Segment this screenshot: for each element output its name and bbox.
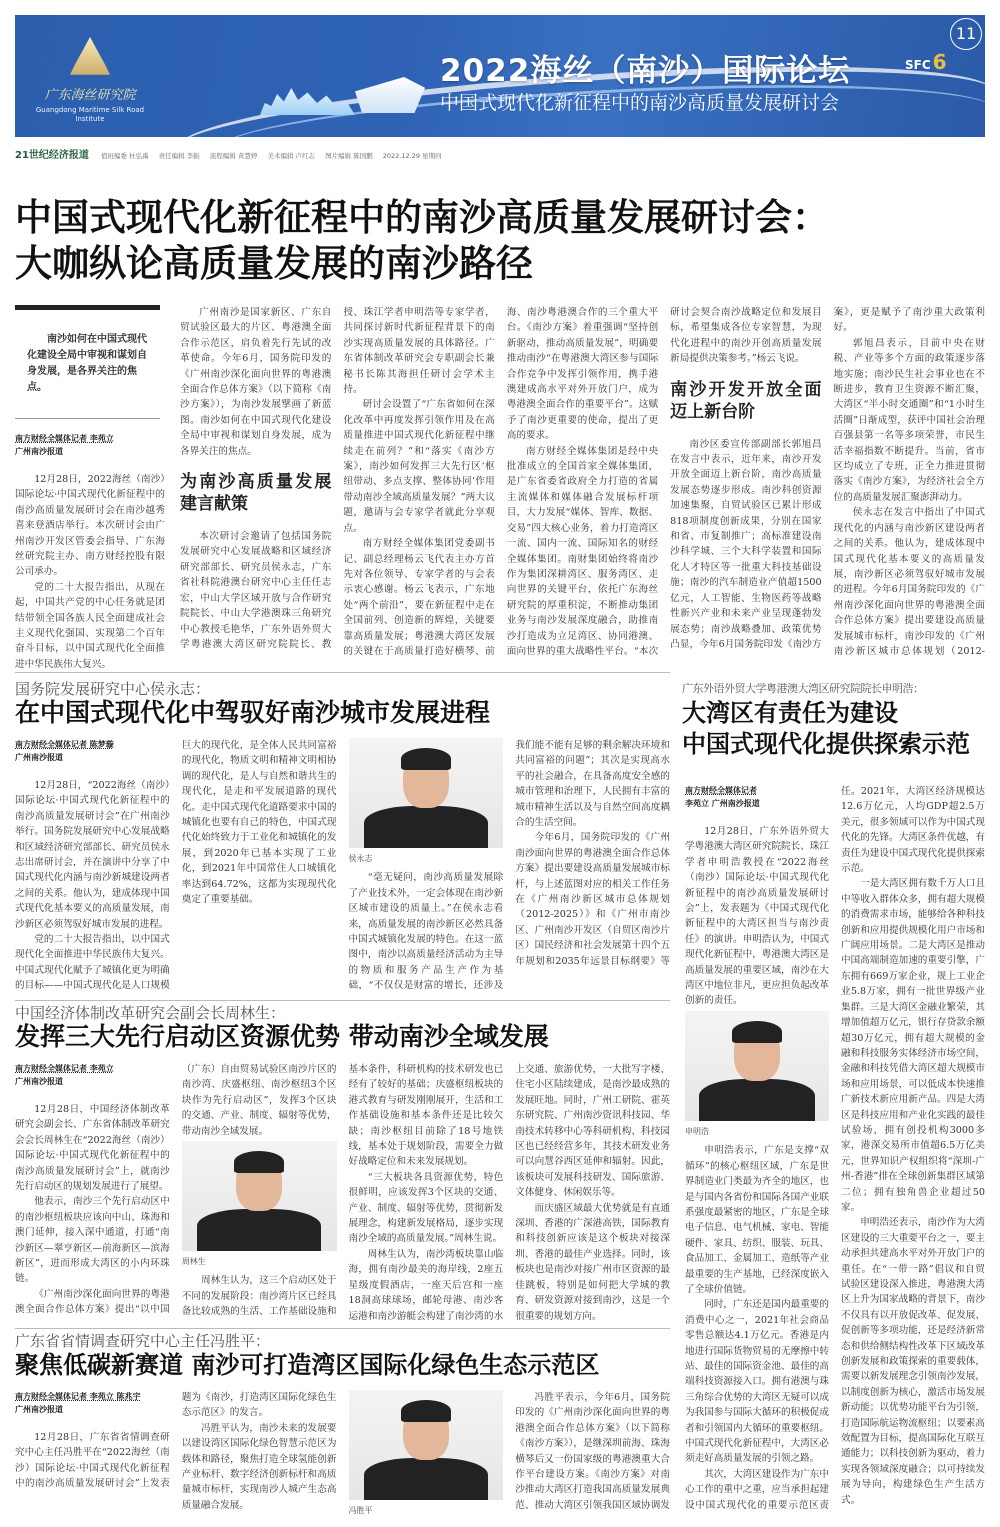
main-headline	[15, 195, 829, 287]
paragraph: 党的二十大报告指出，从现在起，中国共产党的中心任务就是团结带领全国各族人民全面建成社会主义现代化强国、实现第二个百年奋斗目标，以中国式现代化全面推进中华民族伟大复兴。	[15, 581, 165, 670]
paragraph: 申明浩还表示，南沙作为大湾区建设的三大重要平台之一，要主动承担共建高水平对外开放门户的重任。在“一带一路”倡议和自贸试验区建设深入推进，粤港澳大湾区上升为国家战略的背景下，南沙不仅具有以开放促改革、促发展、促创新等多项功能，还是经济新常态和供给侧结构性改革下区域改革创新发展和政策探索的重要载体，需要以新发展理念引领南沙发展，以制度创新为核心，激活市场发展新动能；以优势功能平台为引领，打造国际航运物流枢纽；以要素高效配置为目标，提高国际化互联互通能力；以科技创新为驱动，着力实现各领域深度融合；以可持续发展为导向，构建绿色生产生活方式。	[841, 1217, 985, 1506]
paragraph: 南方财经全媒体集团是经中央批准成立的全国首家全媒体集团，是广东省委省政府全力打造的省属主流媒体和媒体融合发展标杆项目，大力发展“媒体、智库、数据、交易”四大核心业务，着力打造湾区一流、国内一流、国际知名的财经全媒体集团。南财集团始终将南沙作为集团深耕湾区、服务湾区、走向世界的关键平台，依托广东海丝研究院的厚重积淀，不断推动集团业务与南沙发展深度融合，助推南沙打造成为立足湾区、协同港澳、面向世界的重大战略性平台。“本次研讨会契合南沙战略定位和发展目标，希望集成各位专家智慧，为现代化进程中的南沙开创高质量发展新局提供决策参考。”杨云飞说。	[506, 307, 822, 657]
paragraph: 本次研讨会邀请了包括国务院发展研究中心发展战略和区域经济研究部部长、研究员侯永志，广东省社科院港澳台研究中心主任任志宏，中山大学区域开放与合作研究院院长、中山大学港澳珠三角研究中心教授毛艳华，广东外语外贸大学粤港澳大湾区研究院院长、教授、珠江学者申明浩等专家学者，共同探讨新时代新征程背景下的南沙实现高质量发展的具体路径。广东省体制改革研究会专职副会长兼秘书长陈其海担任研讨会学术主持。	[180, 307, 495, 650]
main-article-body	[180, 305, 985, 667]
main-col1	[15, 432, 165, 687]
paragraph: 而庆盛区域最大优势就是有直通深圳、香港的广深港高铁，国际教育和科技创新应该是这个板块对接深圳、香港的最佳产业选择。同时，该板块也是南沙对接广州市区资源的最佳跳板，特别是如何把大学城的教育、研发资源对接到南沙，这是一个很重要的规划方向。	[515, 1202, 670, 1322]
paragraph: 其次，大湾区建设作为广东中心工作的重中之重，应当承担起建设中国式现代化的重要示范区责任。2021年，大湾区经济规模达12.6万亿元，人均GDP超2.5万美元，很多领域可以作为中国式现代化的先锋。大湾区条件优越，有责任为建设中国式现代化提供探索示范。	[685, 786, 985, 1511]
editor-credit: 责任编辑 李振	[158, 152, 200, 160]
article-title: 聚焦低碳新赛道 南沙可打造湾区国际化绿色生态示范区	[15, 1351, 600, 1379]
article-title: 发挥三大先行启动区资源优势 带动南沙全域发展	[15, 1022, 549, 1051]
paragraph: 一是大湾区拥有数千万人口且中等收入群体众多，拥有超大规模的消费需求市场，能够给各种科技创新和应用提供规模化用户市场和广阔应用场景。二是大湾区是推动中国高端制造加速的重要引擎，广东拥有669万家企业，规上工业企业5.8万家，拥有一批世界级产业集群。三是大湾区金融业繁荣，其增加值超万亿元，银行存贷款余额超30万亿元，拥有超大规模的金融和科技服务实体经济市场空间，金融和科技凭借大湾区超大规模市场和应用场景，可以低成本快速推广新技术新应用新产品。四是大湾区是科技应用和产业化实践的最佳试验场，拥有创投机构3000多家，港深交易所市值超6.5万亿美元，世界知识产权组织将“深圳-广州-香港”排在全球创新集群区域第二位；拥有独角兽企业超过50家。	[841, 878, 985, 1213]
portrait-hair-shape	[234, 1151, 284, 1173]
paragraph: 党的二十大报告指出，以中国式现代化全面推进中华民族伟大复兴。中国式现代化赋予了城镇化更为明确的目标——中国式现代化是人口规模巨大的现代化，是全体人民共同富裕的现代化，物质文明和精神文明相协调的现代化，是人与自然和谐共生的现代化，是走和平发展道路的现代化。走中国式现代化道路要求中国的城镇化也要有自己的特色，中国式现代化始终致力于工业化和城镇化的发展，到2020年已基本实现了工业化，到2021年中国常住人口城镇化率达到64.72%，这都为实现现代化奠定了重要基础。	[15, 740, 337, 992]
page-number: 11	[950, 18, 982, 50]
paragraph: 申明浩表示，广东是支撑“双循环”的核心枢纽区域，广东是世界制造业门类最为齐全的地区，也是与国内各省份和国际各国产业联系强度最紧密的地区，广东是全球电子信息、电气机械、家电、智能硬件、家具、纺织、服装、玩具、食品加工、金属加工、造纸等产业最重要的生产基地，已经深度嵌入了全球价值链。	[685, 1145, 829, 1295]
paragraph: 南沙区委宣传部副部长郭旭昌在发言中表示，近年来，南沙开发开放全面迈上新台阶，南沙高质量发展态势逐步形成。南沙科创资源加速集聚，自贸试验区已累计形成818项制度创新成果，分别在国家和省、市复制推广；高标准建设南沙科学城、三个大科学装置和国际化人才特区等一批重大科技基础设施；南沙的汽车制造业产值超1500亿元，人工智能、生物医药等战略性新兴产业和未来产业呈现蓬勃发展态势；南沙战略叠加、政策优势凸显，今年6月国务院印发《南沙方案》，更是赋予了南沙重大政策利好。	[670, 307, 985, 650]
byline-location: 广州南沙报道	[15, 1077, 63, 1086]
byline-reporter: 南方财经全媒体记者 李苑立	[15, 1064, 114, 1073]
byline-reporter: 南方财经全媒体记者	[685, 786, 757, 795]
portrait-photo	[182, 1141, 337, 1269]
photo-caption: 申明浩	[685, 1126, 709, 1136]
article-title: 在中国式现代化中驾驭好南沙城市发展进程	[15, 698, 491, 727]
portrait-body-shape	[364, 806, 488, 848]
main-headline-line-2: 大咖纵论高质量发展的南沙路径	[15, 242, 533, 285]
article-kicker: 广东省省情调查研究中心主任冯胜平：	[15, 1332, 271, 1350]
portrait-photo	[349, 738, 504, 866]
issue-date: 2022.12.29 星期四	[382, 152, 442, 160]
paragraph: 12月28日，中国经济体制改革研究会副会长、广东省体制改革研究会会长周林生在“2022海丝（南沙）国际论坛·中国式现代化新征程中的南沙高质量发展研讨会”上，就南沙先行启动区的规划发展进行了展望。	[15, 1104, 170, 1193]
section-subheading: 南沙开发开放全面迈上新台阶	[670, 379, 822, 422]
byline	[15, 1390, 170, 1416]
feng-article-header	[15, 1332, 670, 1380]
editor-credit: 流程编辑 黄慧婷	[209, 152, 258, 160]
institute-logo	[23, 37, 157, 124]
byline-reporter: 南方财经全媒体记者 陈梦璇	[15, 740, 114, 749]
masthead-line	[15, 146, 450, 161]
article-kicker: 广东外语外贸大学粤港澳大湾区研究院院长申明浩：	[682, 682, 924, 695]
paragraph: “三大板块各具资源优势，特色很鲜明，应该发挥3个区块的交通、产业、制度、辐射等优势，贯彻新发展理念，构建新发展格局，逐步实现南沙全域的高质量发展。”周林生说。	[348, 1171, 504, 1245]
section-subheading: 为南沙高质量发展建言献策	[180, 472, 332, 515]
paragraph: 12月28日，广东省省情调查研究中心主任冯胜平在“2022海丝（南沙）国际论坛·中国式现代化新征程中的南沙高质量发展研讨会”上发表题为《南沙，打造湾区国际化绿色生态示范区》的发言。	[15, 1392, 337, 1490]
divider	[15, 1000, 670, 1001]
portrait-hair-shape	[732, 1021, 782, 1043]
logo-english-name: Guangdong Maritime Silk Road Institute	[35, 106, 145, 123]
paragraph: 12月28日，2022海丝（南沙）国际论坛·中国式现代化新征程中的南沙高质量发展研讨会在南沙越秀喜来登酒店举行。本次研讨会由广州南沙开发区管委会指导、广东海丝研究院主办、南方财经控股有限公司承办。	[15, 474, 165, 578]
paragraph: 他表示，南沙三个先行启动区中的南沙枢纽板块应该向中山、珠海和澳门延伸，接入深中通道，打通“南沙新区—翠亨新区—前海新区—滨海新区”，进而形成大湾区的小内环珠链。	[15, 1196, 170, 1285]
article-title-line-2: 中国式现代化提供探索示范	[682, 730, 970, 758]
byline	[15, 1062, 170, 1088]
divider	[15, 1328, 670, 1329]
paragraph: 12月28日，“2022海丝（南沙）国际论坛·中国式现代化新征程中的南沙高质量发展研讨会”在广州南沙举行。国务院发展研究中心发展战略和区域经济研究部部长、研究员侯永志出席研讨会，并在演讲中分享了中国式现代化内涵与南沙新城建设两者之间的关系。他认为，建成体现中国式现代化基本要义的高质量发展，南沙新区必须驾驭好城市发展的进程。	[15, 780, 170, 930]
portrait-photo	[685, 1011, 829, 1139]
portrait-body-shape	[699, 1079, 814, 1121]
paragraph: 今年6月，国务院印发的《广州南沙面向世界的粤港澳全面合作总体方案》提出要建设高质量发展城市标杆，与上述蓝图对应的相关工作任务在《广州南沙新区城市总体规划（2012-2025）》和《广州市南沙区、广州南沙开发区（自贸区南沙片区）国民经济和社会发展第十四个五年规划和2035年远景目标纲要》等	[515, 832, 670, 967]
banner-subtitle: 中国式现代化新征程中的南沙高质量发展研讨会	[440, 92, 840, 114]
article-kicker: 中国经济体制改革研究会副会长周林生：	[15, 1004, 286, 1022]
byline	[15, 738, 170, 764]
paragraph: 冯胜平表示，今年6月，国务院印发的《广州南沙深化面向世界的粤港澳全面合作总体方案》（以下简称《南沙方案》），是继深圳前海、珠海横琴后又一份国家级的粤港澳重大合作平台建设方案。《南沙方案》对南沙推动大湾区打造我国高质量发展典范、推动大湾区引领我国区域协调发	[515, 1392, 670, 1511]
photo-caption: 冯胜平	[348, 1506, 373, 1515]
forum-banner	[15, 15, 985, 137]
paragraph: 侯永志在发言中指出了中国式现代化的内涵与南沙新区建设两者之间的关系。他认为，建成体现中国式现代化基本要义的高质量发展，南沙新区必须驾驭好城市发展的进程。今年6月国务院印发的《广州南沙深化面向世界的粤港澳全面合作总体方案》提出要建设高质量发展城市标杆，南沙印发的《广州南沙新区城市总体规划（2012-	[833, 507, 985, 657]
zhou-article-body	[15, 1062, 670, 1324]
zhou-article-header	[15, 1004, 670, 1052]
portrait-image	[685, 1011, 829, 1121]
paragraph: 冯胜平认为，南沙未来的发展要以建设湾区国际化绿色智慧示范区为载体和路径，聚焦打造全球氢能创新产业标杆、数字经济创新标杆和高质量城市标杆，实现南沙人城产生态高质量融合发展。	[181, 1422, 337, 1511]
editor-credit: 值班编委 杜弘禹	[101, 152, 149, 160]
divider	[15, 672, 670, 673]
newspaper-name: 21世纪经济报道	[15, 150, 89, 161]
article-title-line-1: 大湾区有责任为建设	[682, 699, 898, 727]
photo-caption: 周林生	[181, 1257, 206, 1267]
sfc-logo-text: SFC	[905, 58, 931, 72]
editor-credit: 美术编辑 卢红志	[267, 152, 316, 160]
paragraph: 周林生认为，南沙湾板块靠山临海，拥有南沙最美的海岸线，2座五星级度假酒店，一座天后宫和一座18洞高球球场，邮轮母港、南沙客运港和南沙游艇会构建了南沙湾的水上交通、旅游优势，一大批写字楼、住宅小区陆续建成，是南沙最成熟的发展旺地。同时，广州工研院、霍英东研究院、广州南沙资讯科技园、华南技术转移中心等科研机构、科技园区也已经经营多年，其技术研发业务可以向慧谷西区延伸和辐射。因此，该板块可发展科技研发、国际旅游、文体健身、休闲娱乐等。	[348, 1064, 670, 1322]
sailing-ship-icon	[70, 37, 110, 79]
shen-article-body	[685, 784, 985, 1523]
portrait-body-shape	[197, 1209, 321, 1251]
feng-article-body	[15, 1390, 670, 1522]
main-headline-line-1: 中国式现代化新征程中的南沙高质量发展研讨会：	[15, 196, 829, 239]
sfc-logo-mark: 6	[932, 50, 947, 74]
byline-location: 李苑立 广州南沙报道	[685, 799, 760, 808]
hou-article-header	[15, 680, 670, 728]
portrait-photo	[349, 1390, 504, 1518]
article-kicker: 国务院发展研究中心侯永志：	[15, 680, 211, 698]
shen-article-header	[682, 680, 985, 760]
portrait-body-shape	[364, 1458, 488, 1500]
byline	[15, 432, 165, 458]
paragraph: 周林生认为，这三个启动区处于不同的发展阶段：南沙湾片区已经具备比较成熟的生活、工作基础设施和基本条件，科研机构的技术研发也已经有了较好的基础；庆盛枢纽板块的港式教育与研发刚刚展开，生活和工作基础设施和基本条件还是比较欠缺；南沙枢纽目前除了18号地铁线，基本处于规划阶段，需要全力做好战略定位和未来发展规划。	[181, 1064, 504, 1318]
logo-name: 广东海丝研究院	[44, 88, 136, 103]
byline-location: 广州南沙报道	[15, 1405, 63, 1414]
main-col1-text	[15, 472, 165, 687]
main-intro: 南沙如何在中国式现代化建设全局中审视和谋划自身发展，是各界关注的焦点。	[27, 334, 147, 393]
hou-article-body	[15, 738, 670, 998]
main-intro-box	[15, 305, 160, 419]
byline-location: 广州南沙报道	[15, 447, 63, 456]
portrait-hair-shape	[401, 748, 451, 770]
paragraph: 广州南沙是国家新区、广东自贸试验区最大的片区、粤港澳全面合作示范区，肩负着先行先试的改革使命。今年6月，国务院印发的《广州南沙深化面向世界的粤港澳全面合作总体方案》（以下简称《南沙方案》），为南沙发展擘画了新蓝图。南沙如何在中国式现代化建设全局中审视和谋划自身发展，成为各界关注的焦点。	[180, 307, 332, 457]
photo-caption: 侯永志	[348, 854, 373, 863]
paragraph: 《广州南沙深化面向世界的粤港澳全面合作总体方案》提出“以中国（广东）自由贸易试验区南沙片区的南沙湾、庆盛枢纽、南沙枢纽3个区块作为先行启动区”，发挥3个区块的交通、产业、制度、辐射等优势，带动南沙全域发展。	[15, 1064, 337, 1316]
portrait-image	[349, 738, 504, 848]
editor-credit: 图片编辑 陈国鹏	[325, 152, 373, 160]
cruise-ship-graphic	[355, 77, 425, 113]
sfc-logo	[905, 50, 947, 74]
byline-reporter: 南方财经全媒体记者 李苑立 陈兆宇	[15, 1392, 141, 1401]
byline-location: 广州南沙报道	[15, 753, 63, 762]
byline-reporter: 南方财经全媒体记者 李苑立	[15, 434, 114, 443]
banner-title: 2022海丝（南沙）国际论坛	[440, 53, 851, 89]
portrait-image	[349, 1390, 504, 1500]
paragraph: 12月28日，广东外语外贸大学粤港澳大湾区研究院院长、珠江学者申明浩教授在“2022海丝（南沙）国际论坛·中国式现代化新征程中的南沙高质量发展研讨会”上，发表题为《中国式现代化新征程中的大湾区担当与南沙责任》的演讲。申明浩认为，中国式现代化新征程中，粤港澳大湾区是高质量发展的重要区域，南沙在大湾区中地位非凡，更应担负起改革创新的责任。	[685, 826, 829, 1007]
paragraph: 研讨会设置了“广东省如何在深化改革中再度发挥引领作用及在高质量推进中国式现代化新征程中继续走在前列？”和“落实《南沙方案》，南沙如何发挥三大先行区‘枢纽带动、多点支撑、整体协同’作用带动南沙全域高质量发展？”两大议题，邀请与会专家学者就此分享观点。	[343, 399, 495, 534]
divider	[15, 418, 160, 419]
paragraph: 南方财经全媒体集团党委副书记、副总经理杨云飞代表主办方首先对各位领导、专家学者的与会表示衷心感谢。杨云飞表示，广东地处“两个前沿”，要在新征程中走在全国前列、创造新的辉煌，关键要靠高质量发展；粤港澳大湾区发展的关键在于高质量打造好横琴、前海、南沙粤港澳合作的三个重大平台。《南沙方案》着重强调“坚持创新驱动，推动高质量发展”，明确要推动南沙“在粤港澳大湾区参与国际合作竞争中发挥引领作用，携手港澳建成高水平对外开放门户，成为粤港澳全面合作的重要平台”。这赋予了南沙更重要的使命，提出了更高的要求。	[343, 307, 659, 657]
paragraph: 同时，广东还是国内最重要的消费中心之一，2021年社会商品零售总额达4.1万亿元。香港是内地进行国际货物贸易的无摩擦中转站、最佳的国际资金池、最佳的高端科技资源接入口。拥有港澳与珠三角综合优势的大湾区无疑可以成为我国参与国际大循环的积极促成者和引领国内大循环的重要枢纽。中国式现代化新征程中，大湾区必须走好高质量发展的引领之路。	[685, 1299, 829, 1465]
byline	[685, 784, 829, 810]
portrait-hair-shape	[401, 1400, 451, 1422]
paragraph: 郭旭昌表示，目前中央在财税、产业等多个方面的政策逐步落地实施；南沙民生社会事业也在不断进步，教育卫生资源不断汇聚，大湾区“半小时交通圈”和“1小时生活圈”日渐成型，获评中国社会治理百强县第一名等多项荣誉，市民生活幸福指数不断提升。当前，省市区均成立了专班，正全力推进贯彻落实《南沙方案》，为经济社会全方位的高质量发展汇聚澎湃动力。	[833, 337, 985, 503]
portrait-image	[182, 1141, 337, 1251]
paragraph: “毫无疑问，南沙高质量发展除了产业技术外，一定会体现在南沙新区城市建设的质量上。”在侯永志看来，高质量发展的南沙新区必然具备中国式城镇化发展的特色。在这一蓝图中，南沙以高质量经济活动为主导的物质和服务产品生产作为基础，“不仅仅是财富的增长，还涉及我们能不能有足够的剩余解决环境和共同富裕的问题”；其次是实现高水平的社会融合，在具备高度安全感的城市管理和治理下，人民拥有丰富的城市精神生活以及与自然空间高度耦合的生活空间。	[348, 740, 670, 992]
